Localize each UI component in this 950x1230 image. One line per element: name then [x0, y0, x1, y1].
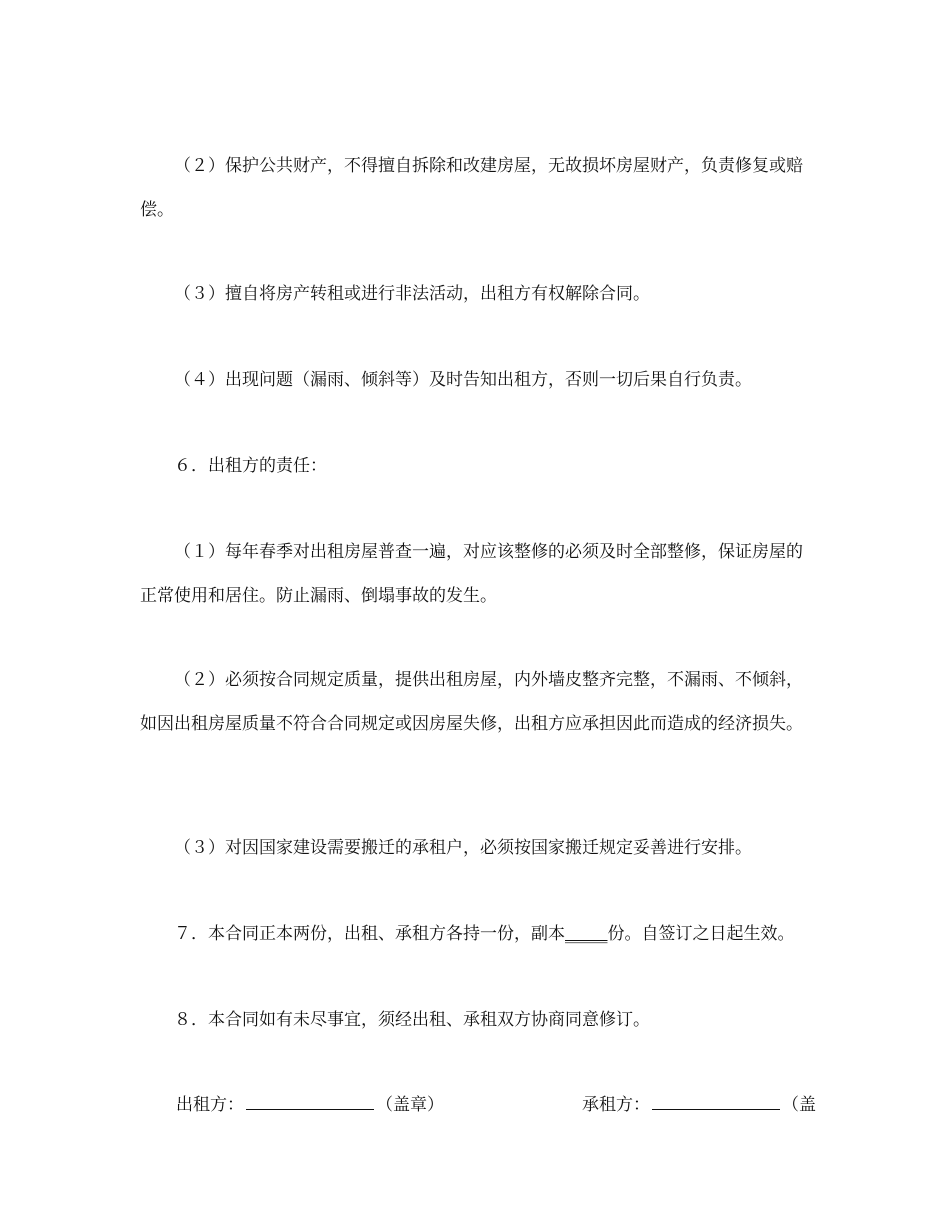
- lessee-signature-line: [652, 1108, 780, 1110]
- copies-blank: _____: [565, 924, 608, 944]
- clause-6-item-3: （３）对因国家建设需要搬迁的承租户，必须按国家搬迁规定妥善进行安排。: [174, 838, 752, 858]
- lessor-signature: [176, 1083, 444, 1127]
- lessor-signature-line: [246, 1108, 374, 1110]
- lessee-label: 承租方：: [582, 1095, 650, 1115]
- clause-5-item-3: （３）擅自将房产转租或进行非法活动，出租方有权解除合同。: [174, 284, 650, 304]
- clause-7-text-after: 份。自签订之日起生效。: [607, 924, 795, 944]
- clause-5-item-2: （２）保护公共财产，不得擅自拆除和改建房屋，无故损坏房屋财产，负责修复或赔偿。: [140, 156, 803, 220]
- clause-5-item-4: （４）出现问题（漏雨、倾斜等）及时告知出租方，否则一切后果自行负责。: [174, 370, 752, 390]
- lessee-signature: [582, 1083, 816, 1127]
- clause-7-text-before: ７．本合同正本两份，出租、承租方各持一份，副本: [174, 924, 565, 944]
- clause-6-heading: ６．出租方的责任：: [174, 456, 327, 476]
- clause-7: [140, 912, 812, 956]
- lessor-label: 出租方：: [176, 1095, 244, 1115]
- lessor-seal-label: （盖章）: [376, 1095, 444, 1115]
- clause-6-item-1: （１）每年春季对出租房屋普查一遍，对应该整修的必须及时全部整修，保证房屋的正常使用和居住。防止漏雨、倒塌事故的发生。: [140, 542, 803, 606]
- lessee-seal-label: （盖: [782, 1095, 816, 1115]
- clause-6-item-2: （２）必须按合同规定质量，提供出租房屋，内外墙皮整齐完整，不漏雨、不倾斜，如因出租房屋质量不符合合同规定或因房屋失修，出租方应承担因此而造成的经济损失。: [140, 670, 803, 734]
- clause-8: ８．本合同如有未尽事宜，须经出租、承租双方协商同意修订。: [174, 1010, 650, 1030]
